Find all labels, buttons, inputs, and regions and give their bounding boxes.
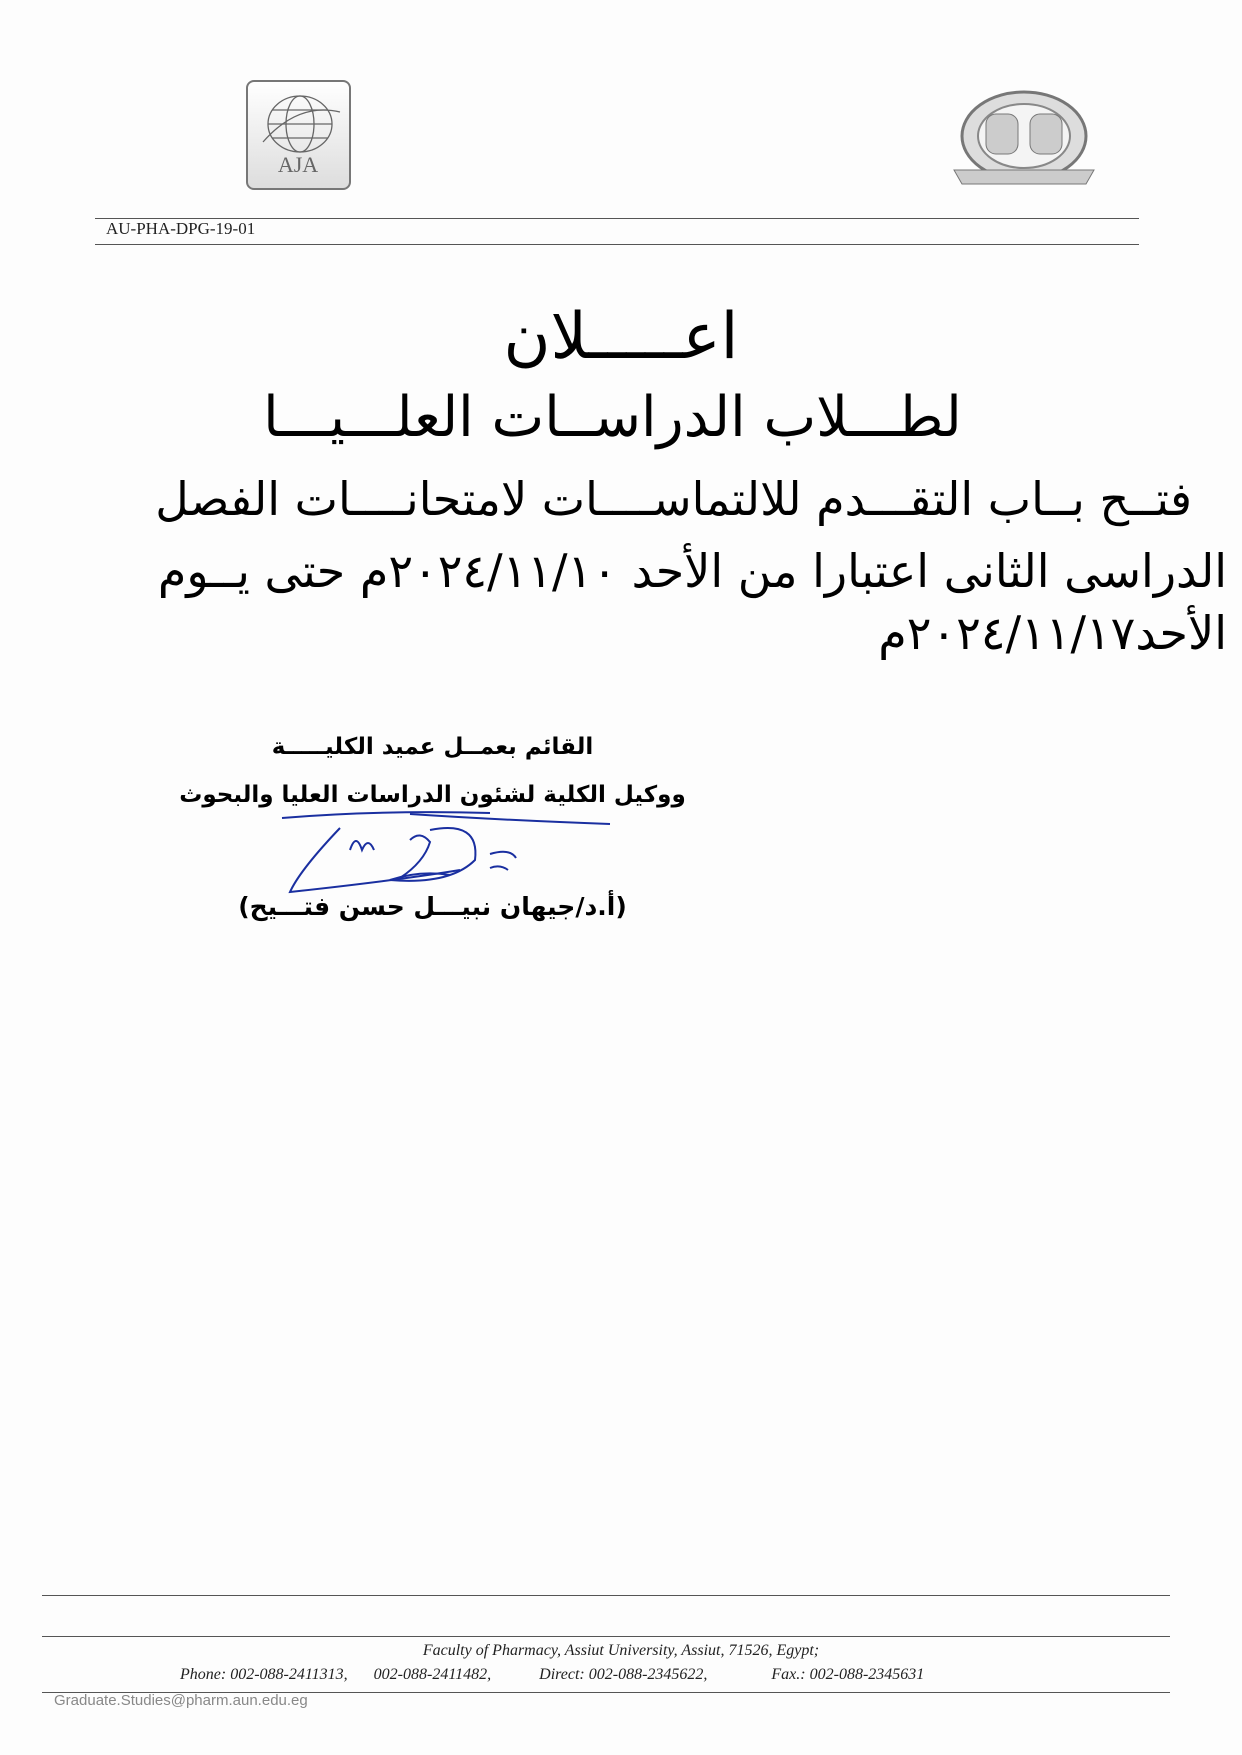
announcement-body-line: الدراسى الثانى اعتبارا من الأحد ٢٠٢٤/١١/١٠م حتى يــوم <box>157 544 1227 598</box>
footer-contacts <box>180 1666 1080 1684</box>
announcement-body-line: فتــح بــاب التقـــدم للالتماســــات لامتحانــــات الفصل <box>155 472 1192 526</box>
footer-phone-2: 002-088-2411482, <box>373 1666 492 1683</box>
footer-direct: Direct: 002-088-2345622, <box>539 1666 708 1683</box>
footer-fax: Fax.: 002-088-2345631 <box>771 1666 925 1683</box>
footer-email: Graduate.Studies@pharm.aun.edu.eg <box>54 1692 308 1709</box>
document-code: AU-PHA-DPG-19-01 <box>106 219 256 238</box>
aja-logo <box>246 80 351 190</box>
announcement-subtitle: لطـــلاب الدراســات العلـــيـــا <box>263 385 962 450</box>
header-rule-bottom <box>95 244 1139 245</box>
footer-address: Faculty of Pharmacy, Assiut University, Assiut, 71526, Egypt; <box>422 1642 820 1659</box>
footer-rule-2 <box>42 1636 1170 1637</box>
globe-icon <box>248 82 349 188</box>
footer-rule-1 <box>42 1595 1170 1596</box>
signatory-name: (أ.د/جيهان نبيـــل حسن فتـــيح) <box>238 892 627 921</box>
announcement-body-line: الأحد٢٠٢٤/١١/١٧م <box>878 606 1227 660</box>
svg-text:AJA: AJA <box>277 152 319 177</box>
footer-phone: Phone: 002-088-2411313, <box>180 1666 348 1683</box>
announcement-title: اعـــــلان <box>503 300 739 374</box>
university-seal <box>946 88 1102 194</box>
signatory-role: القائم بعمــل عميد الكليـــــة <box>271 734 594 760</box>
handwritten-signature <box>280 810 640 900</box>
signatory-role-2: ووكيل الكلية لشئون الدراسات العليا والبحوث <box>179 782 686 808</box>
